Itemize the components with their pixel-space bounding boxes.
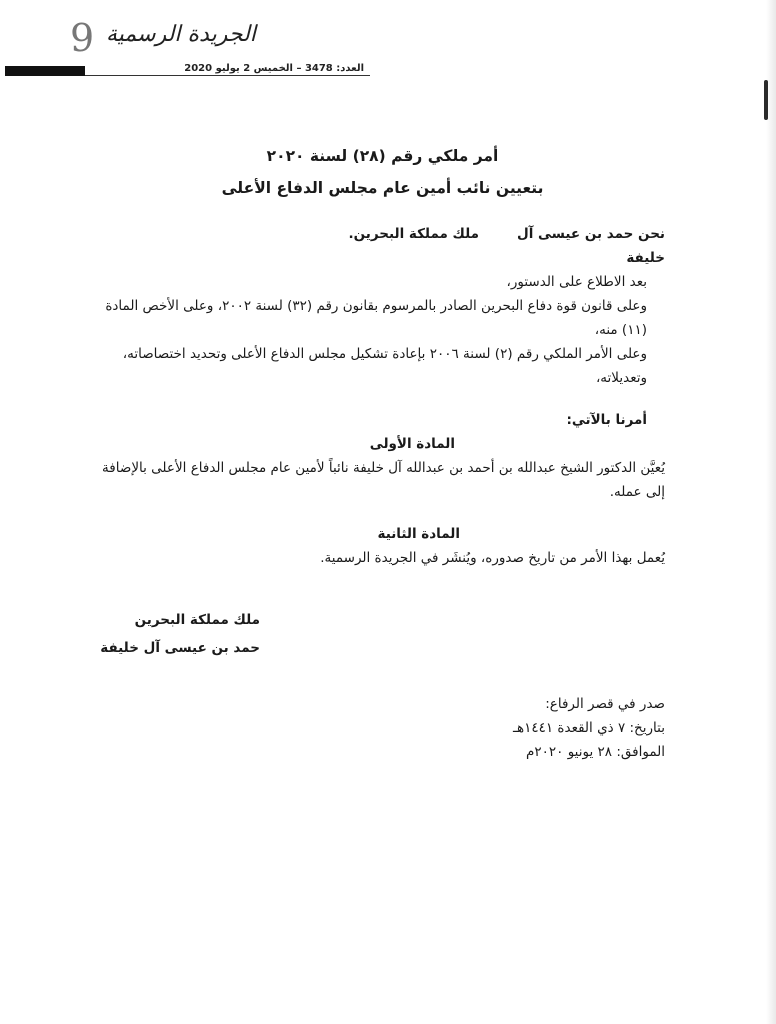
preamble-line: بعد الاطلاع على الدستور، bbox=[506, 274, 647, 290]
ordered-heading: أمرنا بالآتي: bbox=[566, 412, 647, 428]
decree-body bbox=[100, 140, 665, 764]
page-edge-marker bbox=[764, 80, 768, 120]
page-header bbox=[0, 12, 370, 84]
issuer-title: ملك مملكة البحرين. bbox=[348, 226, 479, 242]
issue-info: العدد: 3478 – الخميس 2 يوليو 2020 bbox=[184, 63, 364, 74]
gazette-logo: الجريدة الرسمية bbox=[106, 22, 256, 47]
header-rule bbox=[85, 75, 370, 76]
issued-gregorian-date: الموافق: ٢٨ يونيو ٢٠٢٠م bbox=[526, 744, 665, 760]
article-2-heading: المادة الثانية bbox=[377, 526, 460, 542]
signature-block bbox=[100, 606, 665, 662]
preamble-line: وعلى قانون قوة دفاع البحرين الصادر بالمرسوم بقانون رقم (٣٢) لسنة ٢٠٠٢، وعلى الأخص المادة (١١) منه، bbox=[105, 298, 647, 338]
issuer-block bbox=[100, 222, 665, 270]
decree-title: أمر ملكي رقم (٢٨) لسنة ٢٠٢٠ bbox=[266, 147, 499, 165]
signature-name: حمد بن عيسى آل خليفة bbox=[100, 640, 260, 656]
article-1-text: يُعيَّن الدكتور الشيخ عبدالله بن أحمد بن عبدالله آل خليفة نائباً لأمين عام مجلس الدفاع الأعلى بالإضافة إلى عمله. bbox=[102, 460, 665, 500]
issuer-name: نحن حمد بن عيسى آل خليفة bbox=[516, 226, 665, 266]
page-edge-shadow bbox=[766, 0, 776, 1024]
issued-hijri-date: بتاريخ: ٧ ذي القعدة ١٤٤١هـ bbox=[513, 720, 665, 736]
article-1-heading: المادة الأولى bbox=[369, 436, 455, 452]
signature-title: ملك مملكة البحرين bbox=[134, 612, 260, 628]
preamble-line: وعلى الأمر الملكي رقم (٢) لسنة ٢٠٠٦ بإعادة تشكيل مجلس الدفاع الأعلى وتحديد اختصاصاته، وتعديلاته، bbox=[122, 346, 647, 386]
article-2-text: يُعمل بهذا الأمر من تاريخ صدوره، ويُنشَر في الجريدة الرسمية. bbox=[320, 550, 665, 566]
page-number: 9 bbox=[70, 16, 95, 60]
issued-place: صدر في قصر الرفاع: bbox=[545, 696, 665, 712]
decree-subtitle: بتعيين نائب أمين عام مجلس الدفاع الأعلى bbox=[221, 179, 544, 197]
header-black-bar bbox=[5, 66, 85, 76]
issued-block bbox=[100, 692, 665, 764]
